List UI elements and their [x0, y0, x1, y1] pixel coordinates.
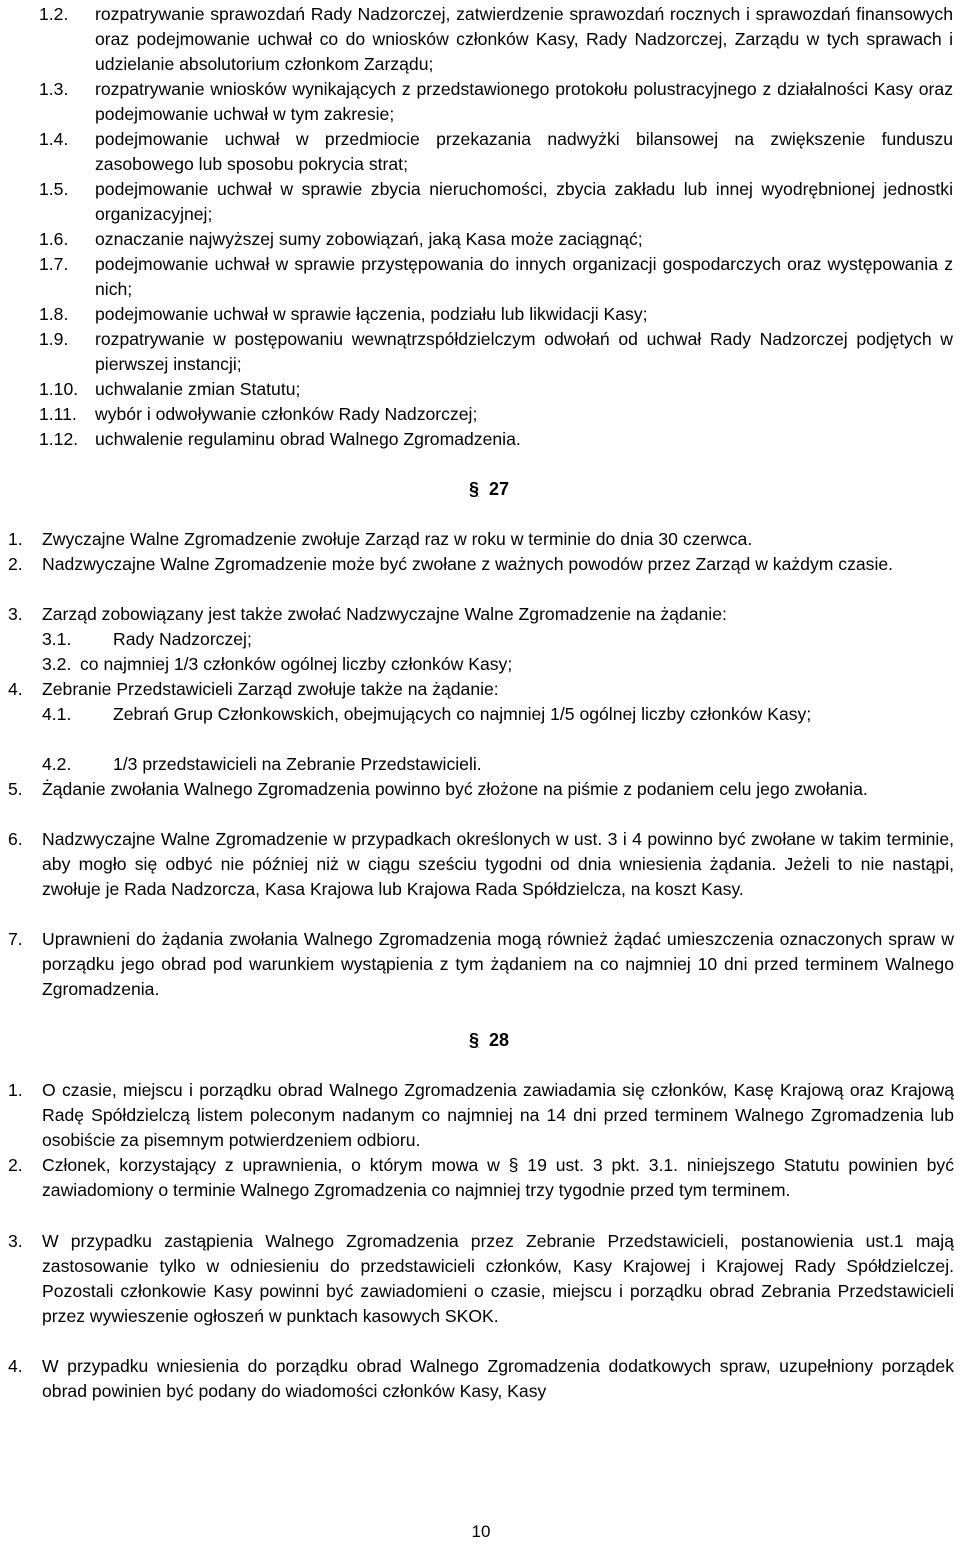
item-number: 3.1.: [42, 629, 72, 649]
item-text: W przypadku wniesienia do porządku obrad Walnego Zgromadzenia dodatkowych spraw, uzupełniony porządek obrad powinien być podany do wiadomości członków Kasy, Kasy: [42, 1356, 954, 1401]
section-heading: [0, 477, 960, 502]
item-text: rozpatrywanie w postępowaniu wewnątrzspółdzielczym odwołań od uchwał Rady Nadzorczej podjętych w pierwszej instancji;: [95, 329, 953, 374]
item-number: 3.2.: [42, 654, 72, 674]
item-number: 1.12.: [39, 429, 79, 449]
item-number: 4.: [8, 679, 23, 699]
item-number: 2.: [8, 1155, 23, 1175]
item-text: Nadzwyczajne Walne Zgromadzenie w przypadkach określonych w ust. 3 i 4 powinno być zwołane w takim terminie, aby mogło się odbyć nie później niż w ciągu sześciu tygodni od dnia wniesienia żądania. Jeżeli to nie nastąpi, zwołuje je Rada Nadzorcza, Kasa Krajowa lub Krajowa Rada Spółdzielcza, na koszt Kasy.: [42, 829, 954, 899]
item-text: Zebranie Przedstawicieli Zarząd zwołuje także na żądanie:: [42, 679, 499, 699]
item-number: 4.: [8, 1356, 23, 1376]
item-text: Zwyczajne Walne Zgromadzenie zwołuje Zarząd raz w roku w terminie do dnia 30 czerwca.: [42, 529, 753, 549]
item-number: 1.5.: [39, 179, 69, 199]
item-text: rozpatrywanie sprawozdań Rady Nadzorczej, zatwierdzenie sprawozdań rocznych i sprawozdań finansowych oraz podejmowanie uchwał co do wniosków członków Kasy, Rady Nadzorczej, Zarządu w tych sprawach i udzielanie absolutorium członkom Zarządu;: [95, 4, 953, 74]
item-text: rozpatrywanie wniosków wynikających z przedstawionego protokołu polustracyjnego z działalności Kasy oraz podejmowanie uchwał w tym zakresie;: [95, 79, 953, 124]
item-number: 3.: [8, 1231, 23, 1251]
item-text: W przypadku zastąpienia Walnego Zgromadzenia przez Zebranie Przedstawicieli, postanowienia ust.1 mają zastosowanie tylko w odniesieniu do przedstawicieli członków, Kasy Krajowej i Krajowej Rady Spółdzielczej. Pozostali członkowie Kasy powinni być zawiadomieni o czasie, miejscu i porządku obrad Zebrania Przedstawicieli przez wywieszenie ogłoszeń w punktach kasowych SKOK.: [42, 1231, 954, 1326]
item-text: Członek, korzystający z uprawnienia, o którym mowa w § 19 ust. 3 pkt. 3.1. niniejszego Statutu powinien być zawiadomiony o terminie Walnego Zgromadzenia co najmniej trzy tygodnie przed tym terminem.: [42, 1155, 954, 1200]
item-text: Zebrań Grup Członkowskich, obejmujących co najmniej 1/5 ogólnej liczby członków Kasy;: [113, 704, 812, 724]
item-text: podejmowanie uchwał w sprawie łączenia, podziału lub likwidacji Kasy;: [95, 304, 648, 324]
item-number: 1.9.: [39, 329, 69, 349]
item-text: wybór i odwoływanie członków Rady Nadzorczej;: [95, 404, 478, 424]
item-number: 1.: [8, 529, 23, 549]
page-number: 10: [471, 1522, 491, 1541]
item-number: 4.2.: [42, 754, 72, 774]
paragraph-symbol: §: [468, 479, 479, 499]
paragraph-symbol: §: [468, 1030, 479, 1050]
item-number: 2.: [8, 554, 23, 574]
item-number: 3.: [8, 604, 23, 624]
item-text: co najmniej 1/3 członków ogólnej liczby członków Kasy;: [80, 654, 513, 674]
item-text: podejmowanie uchwał w sprawie przystępowania do innych organizacji gospodarczych oraz występowania z nich;: [95, 254, 953, 299]
section-heading: [0, 1028, 960, 1053]
item-text: 1/3 przedstawicieli na Zebranie Przedstawicieli.: [113, 754, 482, 774]
item-number: 6.: [8, 829, 23, 849]
item-text: Uprawnieni do żądania zwołania Walnego Zgromadzenia mogą również żądać umieszczenia oznaczonych spraw w porządku jego obrad pod warunkiem wystąpienia z tym żądaniem na co najmniej 10 dni przed terminem Walnego Zgromadzenia.: [42, 929, 954, 999]
item-text: Zarząd zobowiązany jest także zwołać Nadzwyczajne Walne Zgromadzenie na żądanie:: [42, 604, 727, 624]
item-number: 1.7.: [39, 254, 69, 274]
item-text: Żądanie zwołania Walnego Zgromadzenia powinno być złożone na piśmie z podaniem celu jego zwołania.: [42, 779, 868, 799]
section-number: 27: [488, 479, 510, 499]
item-number: 5.: [8, 779, 23, 799]
item-text: O czasie, miejscu i porządku obrad Walnego Zgromadzenia zawiadamia się członków, Kasę Krajową oraz Krajową Radę Spółdzielczą listem poleconym nadanym co najmniej na 14 dni przed terminem Walnego Zgromadzenia lub osobiście za pisemnym potwierdzeniem odbioru.: [42, 1080, 954, 1150]
item-number: 1.8.: [39, 304, 69, 324]
item-text: Nadzwyczajne Walne Zgromadzenie może być zwołane z ważnych powodów przez Zarząd w każdym czasie.: [42, 554, 894, 574]
item-number: 1.4.: [39, 129, 69, 149]
item-number: 1.11.: [39, 404, 77, 424]
item-text: uchwalanie zmian Statutu;: [95, 379, 301, 399]
item-text: uchwalenie regulaminu obrad Walnego Zgromadzenia.: [95, 429, 521, 449]
item-number: 1.6.: [39, 229, 69, 249]
item-number: 1.2.: [39, 4, 69, 24]
item-number: 4.1.: [42, 704, 72, 724]
item-number: 1.: [8, 1080, 23, 1100]
item-number: 1.3.: [39, 79, 69, 99]
item-text: podejmowanie uchwał w przedmiocie przekazania nadwyżki bilansowej na zwiększenie funduszu zasobowego lub sposobu pokrycia strat;: [95, 129, 953, 174]
item-text: podejmowanie uchwał w sprawie zbycia nieruchomości, zbycia zakładu lub innej wyodrębnionej jednostki organizacyjnej;: [95, 179, 953, 224]
item-text: Rady Nadzorczej;: [113, 629, 252, 649]
section-number: 28: [488, 1030, 510, 1050]
item-number: 7.: [8, 929, 23, 949]
item-text: oznaczanie najwyższej sumy zobowiązań, jaką Kasa może zaciągnąć;: [95, 229, 643, 249]
item-number: 1.10.: [39, 379, 79, 399]
